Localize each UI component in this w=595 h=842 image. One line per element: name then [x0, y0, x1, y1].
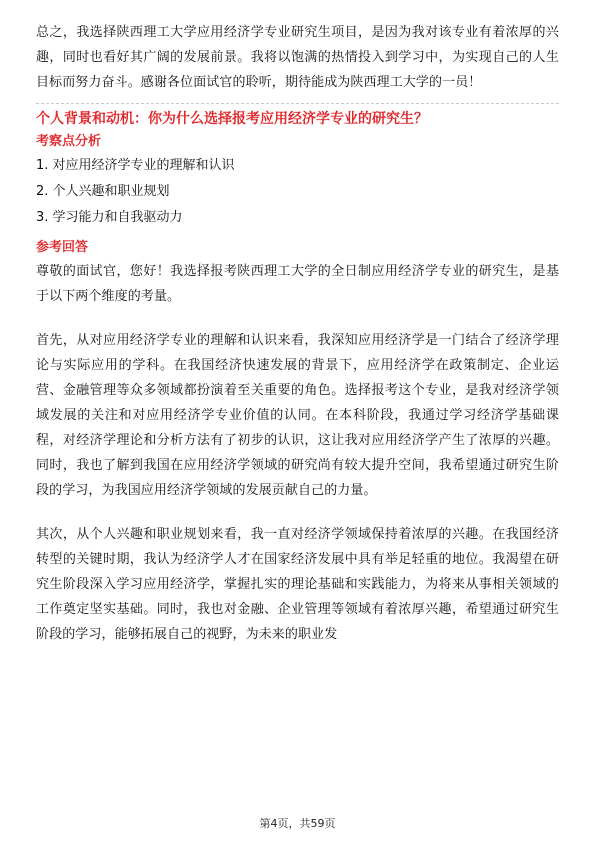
answer-paragraph: 首先，从对应用经济学专业的理解和认识来看，我深知应用经济学是一门结合了经济学理论与实际应用的学科。在我国经济快速发展的背景下，应用经济学在政策制定、企业运营、金融管理等众多领域都扮演着至关重要的角色。选择报考这个专业，是我对经济学领域发展的关注和对应用经济学专业价值的认同。在本科阶段，我通过学习经济学基础课程，对经济学理论和分析方法有了初步的认识，这让我对应用经济学产生了浓厚的兴趣。同时，我也了解到我国在应用经济学领域的研究尚有较大提升空间，我希望通过研究生阶段的学习，为我国应用经济学领域的发展贡献自己的力量。 — [36, 333, 559, 498]
answer-label: 参考回答 — [36, 240, 89, 255]
answer-paragraph: 尊敬的面试官，您好！我选择报考陕西理工大学的全日制应用经济学专业的研究生，是基于以下两个维度的考量。 — [36, 264, 559, 304]
section-divider — [36, 103, 559, 104]
analysis-points-list — [36, 153, 559, 231]
intro-paragraph: 总之，我选择陕西理工大学应用经济学专业研究生项目，是因为我对该专业有着浓厚的兴趣，同时也看好其广阔的发展前景。我将以饱满的热情投入到学习中，为实现自己的人生目标而努力奋斗。感谢各位面试官的聆听，期待能成为陕西理工大学的一员！ — [36, 25, 559, 90]
page-number: 第4页，共59页 — [259, 817, 336, 830]
analysis-point: 2. 个人兴趣和职业规划 — [36, 184, 170, 199]
answer-paragraph: 其次，从个人兴趣和职业规划来看，我一直对经济学领域保持着浓厚的兴趣。在我国经济转型的关键时期，我认为经济学人才在国家经济发展中具有举足轻重的地位。我渴望在研究生阶段深入学习应用经济学，掌握扎实的理论基础和实践能力，为将来从事相关领域的工作奠定坚实基础。同时，我也对金融、企业管理等领域有着浓厚兴趣，希望通过研究生阶段的学习，能够拓展自己的视野，为未来的职业发 — [36, 527, 559, 642]
analysis-label: 考察点分析 — [36, 134, 102, 149]
analysis-point: 1. 对应用经济学专业的理解和认识 — [36, 158, 235, 173]
analysis-point: 3. 学习能力和自我驱动力 — [36, 210, 183, 225]
question-title: 个人背景和动机：你为什么选择报考应用经济学专业的研究生？ — [36, 111, 428, 127]
page-footer — [0, 817, 595, 831]
